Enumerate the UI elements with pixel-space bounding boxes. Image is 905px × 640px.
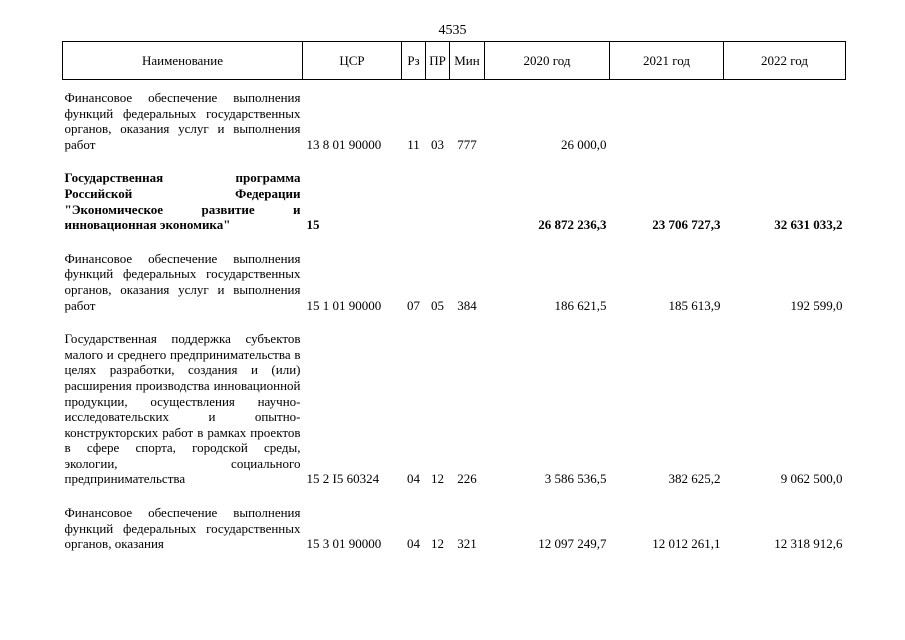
row-rz: 04: [407, 471, 420, 487]
row-name: Государственная поддержка субъектов малого и среднего предпринимательства в целях разработки, создания и (или) расширения производства инновационной продукции, осуществления научно-исследовательских и опытно-конструкторских работ в рамках проектов в сфере спорта, городской среды, экологии, социального предпринимательства: [64, 331, 301, 487]
row-pr: 12: [431, 536, 444, 552]
row-pr: 05: [431, 297, 444, 313]
row-csr: 13 8 01 90000: [306, 136, 382, 152]
row-rz: 07: [407, 297, 420, 313]
row-rz: [402, 170, 426, 232]
table-row: [63, 90, 846, 152]
header-name: Наименование: [63, 42, 303, 80]
row-pr: [426, 170, 450, 232]
header-csr: ЦСР: [303, 42, 402, 80]
row-pr: 03: [431, 136, 444, 152]
row-name: Финансовое обеспечение выполнения функций федеральных государственных органов, оказания услуг и выполнения работ: [64, 250, 301, 313]
row-min: 226: [457, 471, 477, 487]
row-min: [450, 170, 485, 232]
header-rz: Рз: [402, 42, 426, 80]
row-2022: 32 631 033,2: [774, 217, 843, 233]
row-2020: 26 000,0: [561, 136, 607, 152]
row-rz: 04: [407, 536, 420, 552]
row-csr: 15 1 01 90000: [306, 297, 382, 313]
row-csr: 15 2 I5 60324: [306, 471, 380, 487]
row-2021: [610, 90, 724, 152]
header-2020: 2020 год: [485, 42, 610, 80]
header-2021: 2021 год: [610, 42, 724, 80]
row-min: 384: [457, 297, 477, 313]
row-2020: 3 586 536,5: [544, 471, 607, 487]
row-pr: 12: [431, 471, 444, 487]
row-2022: [724, 90, 846, 152]
header-min: Мин: [450, 42, 485, 80]
table-header: [63, 42, 846, 80]
table-row: [63, 505, 846, 552]
page-number: 4535: [438, 23, 467, 38]
row-rz: 11: [407, 136, 420, 152]
row-csr: 15 3 01 90000: [306, 536, 382, 552]
row-2021: 23 706 727,3: [652, 217, 721, 233]
row-2021: 185 613,9: [668, 297, 721, 313]
row-2022: 12 318 912,6: [774, 536, 843, 552]
table-row: [63, 251, 846, 313]
budget-table: [62, 41, 846, 552]
row-2020: 12 097 249,7: [538, 536, 607, 552]
row-2021: 382 625,2: [668, 471, 721, 487]
table-row: [63, 331, 846, 487]
row-name: Государственная программа Российской Федерации "Экономическое развитие и инновационная экономика": [64, 170, 301, 233]
row-2022: 9 062 500,0: [780, 471, 843, 487]
row-2020: 26 872 236,3: [538, 217, 607, 233]
row-2022: 192 599,0: [790, 297, 843, 313]
row-csr: 15: [306, 217, 320, 233]
row-2021: 12 012 261,1: [652, 536, 721, 552]
row-name: Финансовое обеспечение выполнения функций федеральных государственных органов, оказания: [64, 505, 301, 552]
header-2022: 2022 год: [724, 42, 846, 80]
row-min: 321: [457, 536, 477, 552]
row-name: Финансовое обеспечение выполнения функций федеральных государственных органов, оказания услуг и выполнения работ: [64, 90, 301, 152]
row-min: 777: [457, 136, 477, 152]
table-row: [63, 170, 846, 232]
header-pr: ПР: [426, 42, 450, 80]
row-2020: 186 621,5: [554, 297, 607, 313]
